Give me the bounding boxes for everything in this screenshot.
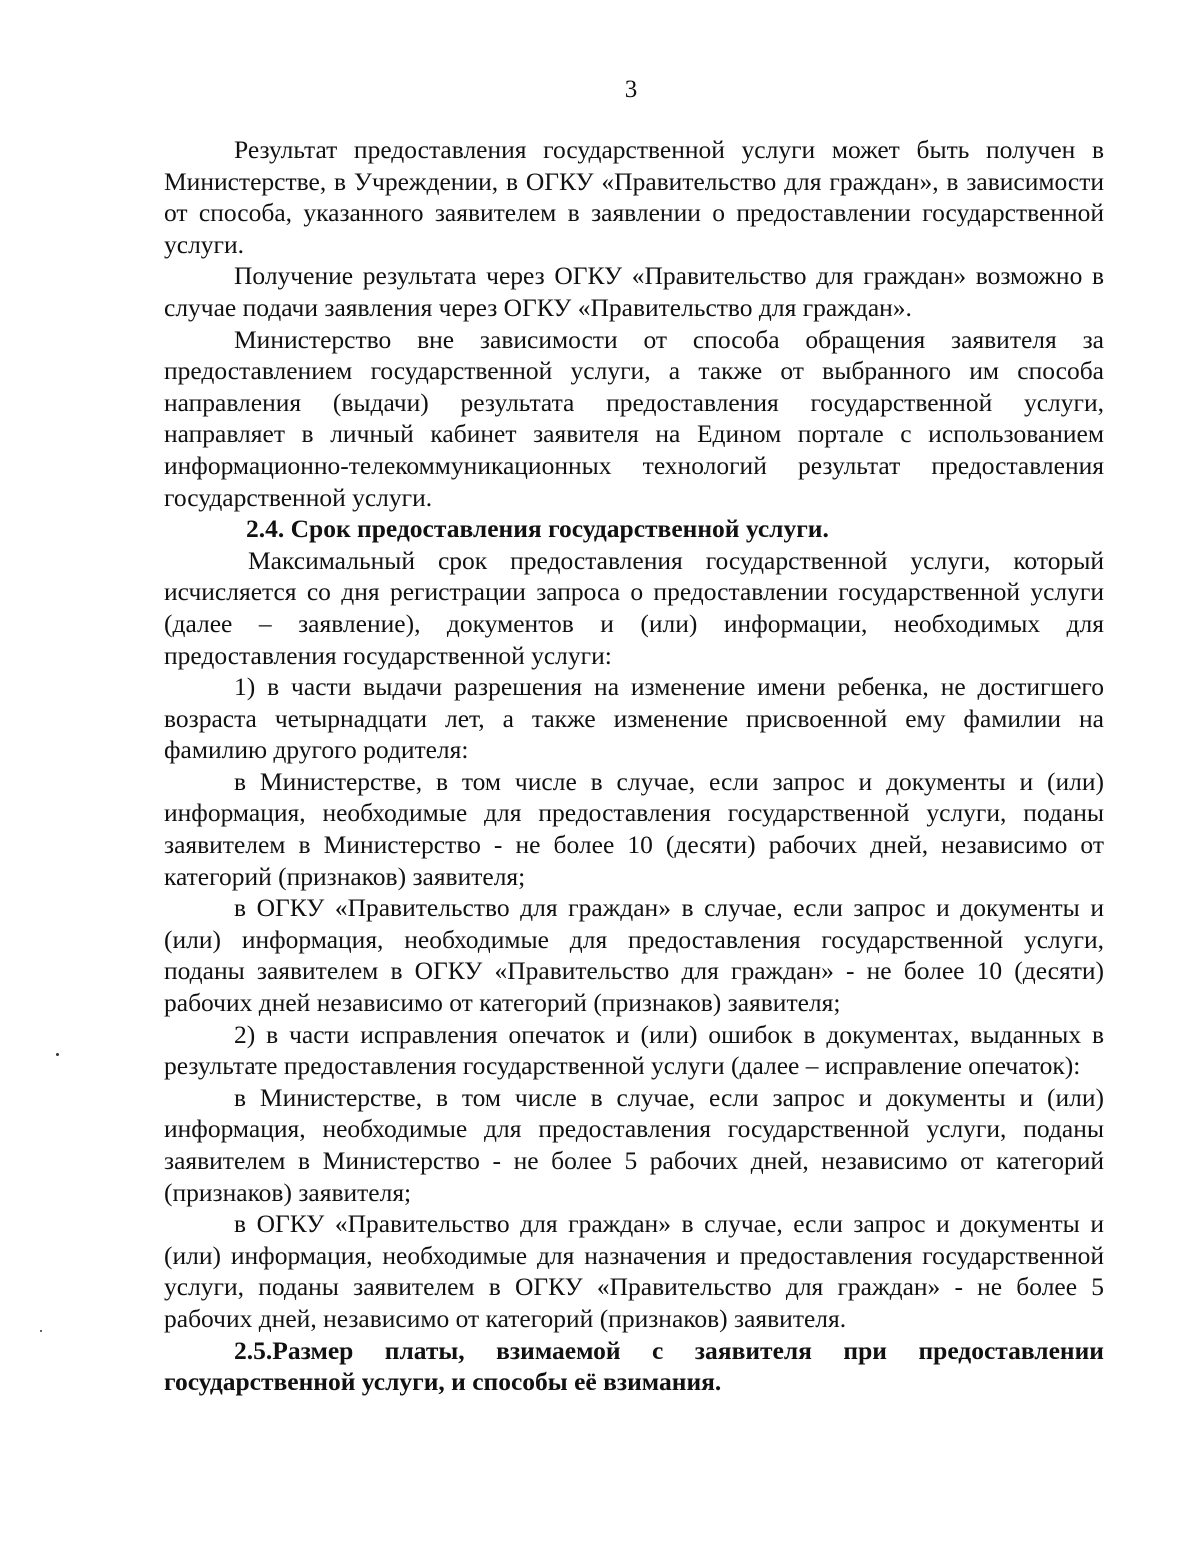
list-item-2: 2) в части исправления опечаток и (или) ошибок в документах, выданных в результате предоставления государственной услуги (далее – исправление опечаток): (164, 1019, 1104, 1081)
document-body (164, 134, 1104, 1398)
paragraph-ministry-cabinet: Министерство вне зависимости от способа обращения заявителя за предоставлением государственной услуги, а также от выбранного им способа направления (выдачи) результата предоставления государственной услуги, направляет в личный кабинет заявителя на Едином портале с использованием информационно-телекоммуникационных технологий результат предоставления государственной услуги. (164, 324, 1104, 512)
paragraph-ogku-5-days: в ОГКУ «Правительство для граждан» в случае, если запрос и документы и (или) информация, необходимые для назначения и предоставления государственной услуги, поданы заявителем в ОГКУ «Правительство для граждан» - не более 5 рабочих дней, независимо от категорий (признаков) заявителя. (164, 1209, 1104, 1333)
paragraph-ministry-5-days: в Министерстве, в том числе в случае, если запрос и документы и (или) информация, необходимые для предоставления государственной услуги, поданы заявителем в Министерство - не более 5 рабочих дней, независимо от категорий (признаков) заявителя; (164, 1082, 1104, 1207)
paragraph-ogku-10-days: в ОГКУ «Правительство для граждан» в случае, если запрос и документы и (или) информация, необходимые для предоставления государственной услуги, поданы заявителем в ОГКУ «Правительство для граждан» - не более 10 (десяти) рабочих дней независимо от категорий (признаков) заявителя; (164, 893, 1104, 1018)
paragraph-ministry-10-days: в Министерстве, в том числе в случае, если запрос и документы и (или) информация, необходимые для предоставления государственной услуги, поданы заявителем в Министерство - не более 10 (десяти) рабочих дней, независимо от категорий (признаков) заявителя; (164, 766, 1104, 891)
list-item-1: 1) в части выдачи разрешения на изменение имени ребенка, не достигшего возраста четырнадцати лет, а также изменение присвоенной ему фамилии на фамилию другого родителя: (164, 672, 1104, 765)
scan-speck (56, 1053, 59, 1056)
paragraph-result-via-ogku: Получение результата через ОГКУ «Правительство для граждан» возможно в случае подачи заявления через ОГКУ «Правительство для граждан». (164, 261, 1104, 322)
scan-speck (40, 1330, 42, 1332)
paragraph-max-term: Максимальный срок предоставления государственной услуги, который исчисляется со дня регистрации запроса о предоставлении государственной услуги (далее – заявление), документов и (или) информации, необходимых для предоставления государственной услуги: (164, 545, 1104, 670)
page-number: 3 (624, 76, 638, 103)
section-heading-2-4: 2.4. Срок предоставления государственной услуги. (246, 514, 829, 544)
section-heading-2-5: 2.5.Размер платы, взимаемой с заявителя при предоставлении государственной услуги, и способы её взимания. (164, 1335, 1104, 1397)
paragraph-result-location: Результат предоставления государственной услуги может быть получен в Министерстве, в Учреждении, в ОГКУ «Правительство для граждан», в зависимости от способа, указанного заявителем в заявлении о предоставлении государственной услуги. (164, 135, 1104, 259)
